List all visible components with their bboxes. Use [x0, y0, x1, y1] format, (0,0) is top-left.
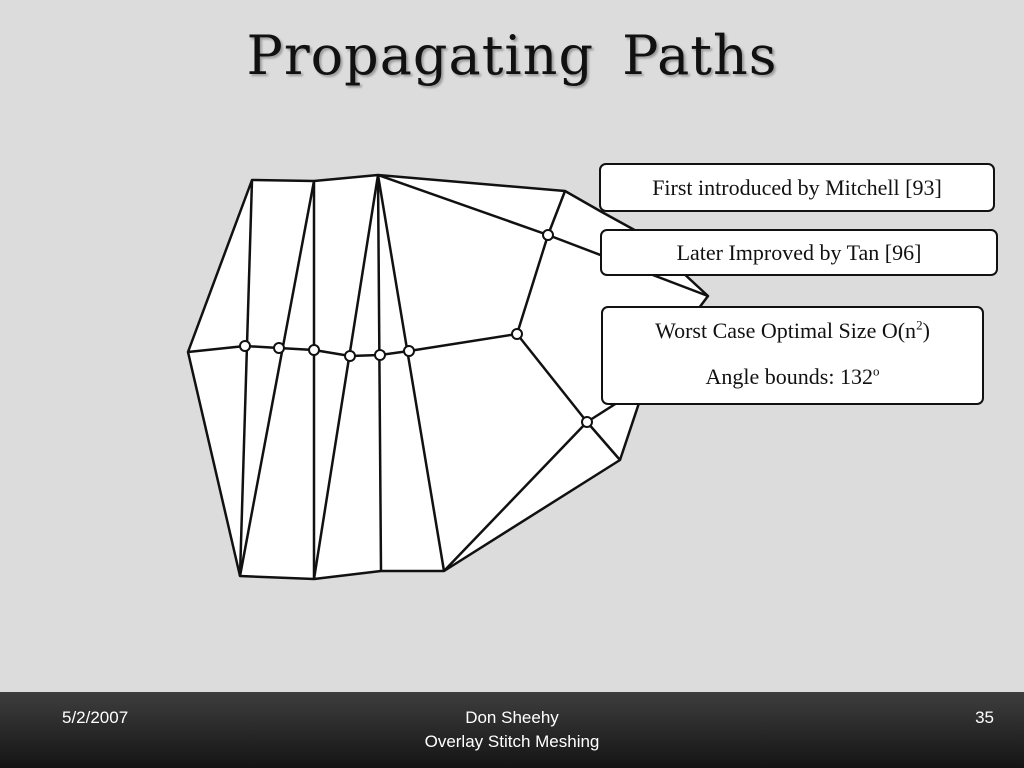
footer-page-number: 35: [975, 708, 994, 727]
path-vertex: [309, 345, 319, 355]
path-vertex: [274, 343, 284, 353]
footer-talk-title: Overlay Stitch Meshing: [424, 732, 600, 751]
angle-bound-text: Angle bounds: 132$^o$: [705, 363, 880, 389]
slide-footer: [0, 692, 1024, 768]
path-vertex: [512, 329, 522, 339]
path-vertex: [543, 230, 553, 240]
slide-title: Propagating Paths: [246, 24, 778, 87]
path-vertex: [240, 341, 250, 351]
size-bound-text: Worst Case Optimal Size $O(n^2)$: [655, 317, 930, 343]
path-vertex: [404, 346, 414, 356]
callout-bounds: [601, 306, 984, 405]
footer-author: Don Sheehy: [465, 708, 559, 727]
path-vertex: [375, 350, 385, 360]
callout-tan: Later Improved by Tan [96]: [600, 229, 998, 276]
callout-mitchell: First introduced by Mitchell [93]: [599, 163, 995, 212]
path-vertex: [582, 417, 592, 427]
footer-date: 5/2/2007: [62, 708, 129, 727]
footer-center: [312, 706, 712, 754]
path-vertex: [345, 351, 355, 361]
